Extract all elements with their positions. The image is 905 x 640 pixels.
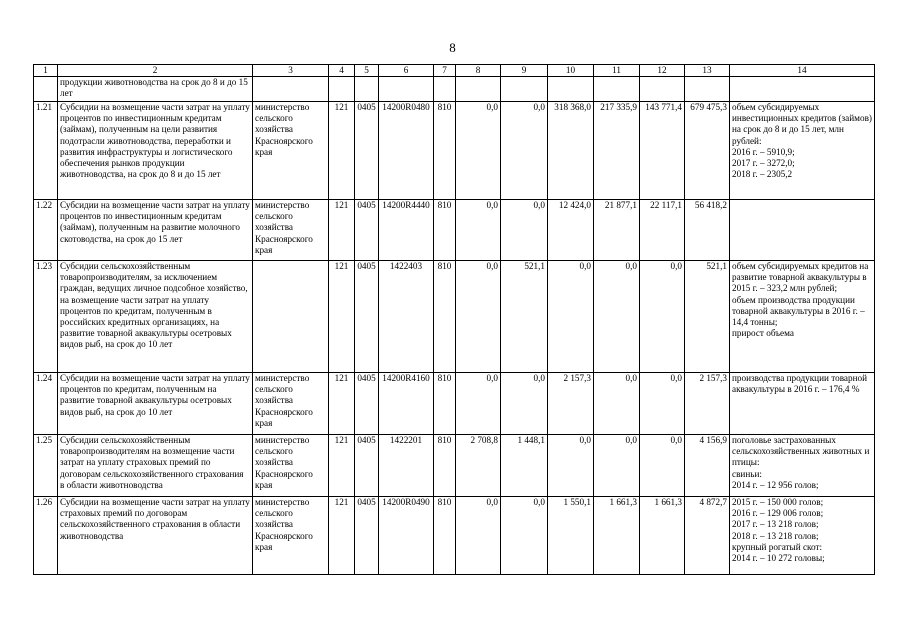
grbs-code-cell: 121 bbox=[329, 200, 355, 261]
amount-2017-cell: 0,0 bbox=[548, 261, 594, 373]
grbs-code-cell: 121 bbox=[329, 261, 355, 373]
amount-2017-cell: 2 157,3 bbox=[548, 373, 594, 435]
amount-2018-cell: 0,0 bbox=[594, 373, 640, 435]
measure-name-cell: Субсидии на возмещение части затрат на уплату процентов по инвестиционным кредитам (займам), полученным на развитие молочного скотоводства, на срок до 15 лет bbox=[58, 200, 253, 261]
expected-result-cell: объем субсидируемых кредитов на развитие товарной аквакультуры в 2015 г. – 323,2 млн рублей; объем производства продукции товарной аквакультуры в 2016 г. – 14,4 тонны; прирост объема bbox=[730, 261, 875, 373]
header-cell: 13 bbox=[685, 65, 730, 77]
table-row bbox=[34, 435, 875, 497]
amount-2015-cell: 0,0 bbox=[456, 200, 501, 261]
amount-2015-cell bbox=[456, 77, 501, 102]
table-row bbox=[34, 102, 875, 200]
grbs-code-cell: 121 bbox=[329, 373, 355, 435]
amount-2018-cell: 1 661,3 bbox=[594, 497, 640, 575]
amount-total-cell: 679 475,3 bbox=[685, 102, 730, 200]
section-code-cell: 0405 bbox=[355, 497, 379, 575]
header-cell: 5 bbox=[355, 65, 379, 77]
amount-2016-cell bbox=[501, 77, 548, 102]
table-row bbox=[34, 261, 875, 373]
measure-name-cell: Субсидии на возмещение части затрат на уплату процентов по инвестиционным кредитам (займам), полученным на цели развития подотрасли животноводства, переработки и развития инфраструктуры и логистического обеспечения рынков продукции животноводства, на срок до 8 и до 15 лет bbox=[58, 102, 253, 200]
expense-type-code-cell: 810 bbox=[434, 373, 456, 435]
budget-table bbox=[33, 64, 875, 575]
amount-total-cell: 4 156,9 bbox=[685, 435, 730, 497]
section-code-cell bbox=[355, 77, 379, 102]
grbs-code-cell: 121 bbox=[329, 497, 355, 575]
target-article-code-cell: 14200R4440 bbox=[379, 200, 434, 261]
row-number-cell: 1.25 bbox=[34, 435, 58, 497]
header-cell: 6 bbox=[379, 65, 434, 77]
amount-2016-cell: 0,0 bbox=[501, 373, 548, 435]
target-article-code-cell: 1422403 bbox=[379, 261, 434, 373]
row-number-cell: 1.23 bbox=[34, 261, 58, 373]
responsible-agency-cell bbox=[253, 261, 329, 373]
amount-2016-cell: 0,0 bbox=[501, 200, 548, 261]
amount-2017-cell: 1 550,1 bbox=[548, 497, 594, 575]
header-cell: 9 bbox=[501, 65, 548, 77]
expected-result-cell: 2015 г. – 150 000 голов; 2016 г. – 129 006 голов; 2017 г. – 13 218 голов; 2018 г. – 13 218 голов; крупный рогатый скот: 2014 г. – 10 272 головы; bbox=[730, 497, 875, 575]
amount-2019-cell: 0,0 bbox=[640, 261, 685, 373]
expense-type-code-cell bbox=[434, 77, 456, 102]
expected-result-cell: объем субсидируемых инвестиционных кредитов (займов) на срок до 8 и до 15 лет, млн рублей: 2016 г. – 5910,9; 2017 г. – 3272,0; 2018 г. – 2305,2 bbox=[730, 102, 875, 200]
amount-2015-cell: 0,0 bbox=[456, 102, 501, 200]
responsible-agency-cell: министерство сельского хозяйства Красноярского края bbox=[253, 373, 329, 435]
grbs-code-cell bbox=[329, 77, 355, 102]
responsible-agency-cell: министерство сельского хозяйства Красноярского края bbox=[253, 497, 329, 575]
measure-name-cell: продукции животноводства на срок до 8 и до 15 лет bbox=[58, 77, 253, 102]
amount-2017-cell: 318 368,0 bbox=[548, 102, 594, 200]
measure-name-cell: Субсидии сельскохозяйственным товаропроизводителям, за исключением граждан, ведущих личное подсобное хозяйство, на возмещение части затрат на уплату процентов по кредитам, полученным в российских кредитных организациях, на развитие товарной аквакультуры осетровых видов рыб, на срок до 10 лет bbox=[58, 261, 253, 373]
expense-type-code-cell: 810 bbox=[434, 435, 456, 497]
header-row bbox=[34, 65, 875, 77]
table-row bbox=[34, 373, 875, 435]
amount-2018-cell: 0,0 bbox=[594, 261, 640, 373]
page-number: 8 bbox=[449, 40, 456, 55]
expense-type-code-cell: 810 bbox=[434, 200, 456, 261]
grbs-code-cell: 121 bbox=[329, 435, 355, 497]
target-article-code-cell: 14200R0480 bbox=[379, 102, 434, 200]
amount-2019-cell: 22 117,1 bbox=[640, 200, 685, 261]
table-row bbox=[34, 200, 875, 261]
expected-result-cell: производства продукции товарной аквакультуры в 2016 г. – 176,4 % bbox=[730, 373, 875, 435]
measure-name-cell: Субсидии сельскохозяйственным товаропроизводителям на возмещение части затрат на уплату страховых премий по договорам сельскохозяйственного страхования в области животноводства bbox=[58, 435, 253, 497]
amount-2018-cell: 21 877,1 bbox=[594, 200, 640, 261]
target-article-code-cell: 14200R4160 bbox=[379, 373, 434, 435]
responsible-agency-cell bbox=[253, 77, 329, 102]
section-code-cell: 0405 bbox=[355, 102, 379, 200]
grbs-code-cell: 121 bbox=[329, 102, 355, 200]
measure-name-cell: Субсидии на возмещение части затрат на уплату страховых премий по договорам сельскохозяйственного страхования в области животноводства bbox=[58, 497, 253, 575]
amount-2015-cell: 0,0 bbox=[456, 261, 501, 373]
amount-2015-cell: 0,0 bbox=[456, 497, 501, 575]
amount-2015-cell: 2 708,8 bbox=[456, 435, 501, 497]
expected-result-cell bbox=[730, 200, 875, 261]
amount-2016-cell: 521,1 bbox=[501, 261, 548, 373]
amount-2018-cell bbox=[594, 77, 640, 102]
responsible-agency-cell: министерство сельского хозяйства Красноярского края bbox=[253, 435, 329, 497]
section-code-cell: 0405 bbox=[355, 261, 379, 373]
amount-2015-cell: 0,0 bbox=[456, 373, 501, 435]
amount-2016-cell: 0,0 bbox=[501, 102, 548, 200]
row-number-cell: 1.26 bbox=[34, 497, 58, 575]
amount-2016-cell: 1 448,1 bbox=[501, 435, 548, 497]
header-cell: 1 bbox=[34, 65, 58, 77]
header-cell: 2 bbox=[58, 65, 253, 77]
amount-2016-cell: 0,0 bbox=[501, 497, 548, 575]
amount-total-cell: 2 157,3 bbox=[685, 373, 730, 435]
amount-2017-cell: 0,0 bbox=[548, 435, 594, 497]
section-code-cell: 0405 bbox=[355, 373, 379, 435]
header-cell: 4 bbox=[329, 65, 355, 77]
expense-type-code-cell: 810 bbox=[434, 497, 456, 575]
expected-result-cell bbox=[730, 77, 875, 102]
row-number-cell: 1.24 bbox=[34, 373, 58, 435]
target-article-code-cell: 14200R0490 bbox=[379, 497, 434, 575]
amount-2017-cell: 12 424,0 bbox=[548, 200, 594, 261]
row-number-cell: 1.22 bbox=[34, 200, 58, 261]
responsible-agency-cell: министерство сельского хозяйства Красноярского края bbox=[253, 102, 329, 200]
amount-total-cell bbox=[685, 77, 730, 102]
amount-total-cell: 56 418,2 bbox=[685, 200, 730, 261]
section-code-cell: 0405 bbox=[355, 435, 379, 497]
amount-2019-cell: 143 771,4 bbox=[640, 102, 685, 200]
target-article-code-cell: 1422201 bbox=[379, 435, 434, 497]
amount-2018-cell: 217 335,9 bbox=[594, 102, 640, 200]
amount-2017-cell bbox=[548, 77, 594, 102]
expected-result-cell: поголовье застрахованных сельскохозяйственных животных и птицы: свиньи: 2014 г. – 12 956 голов; bbox=[730, 435, 875, 497]
table-row bbox=[34, 77, 875, 102]
amount-total-cell: 521,1 bbox=[685, 261, 730, 373]
row-number-cell: 1.21 bbox=[34, 102, 58, 200]
expense-type-code-cell: 810 bbox=[434, 102, 456, 200]
target-article-code-cell bbox=[379, 77, 434, 102]
header-cell: 8 bbox=[456, 65, 501, 77]
header-cell: 12 bbox=[640, 65, 685, 77]
amount-2018-cell: 0,0 bbox=[594, 435, 640, 497]
measure-name-cell: Субсидии на возмещение части затрат на уплату процентов по кредитам, полученным на развитие товарной аквакультуры осетровых видов рыб, на срок до 10 лет bbox=[58, 373, 253, 435]
responsible-agency-cell: министерство сельского хозяйства Красноярского края bbox=[253, 200, 329, 261]
amount-2019-cell: 0,0 bbox=[640, 435, 685, 497]
header-cell: 14 bbox=[730, 65, 875, 77]
amount-2019-cell: 1 661,3 bbox=[640, 497, 685, 575]
amount-2019-cell bbox=[640, 77, 685, 102]
row-number-cell bbox=[34, 77, 58, 102]
header-cell: 7 bbox=[434, 65, 456, 77]
amount-total-cell: 4 872,7 bbox=[685, 497, 730, 575]
section-code-cell: 0405 bbox=[355, 200, 379, 261]
header-cell: 11 bbox=[594, 65, 640, 77]
header-cell: 10 bbox=[548, 65, 594, 77]
amount-2019-cell: 0,0 bbox=[640, 373, 685, 435]
header-cell: 3 bbox=[253, 65, 329, 77]
table-row bbox=[34, 497, 875, 575]
expense-type-code-cell: 810 bbox=[434, 261, 456, 373]
